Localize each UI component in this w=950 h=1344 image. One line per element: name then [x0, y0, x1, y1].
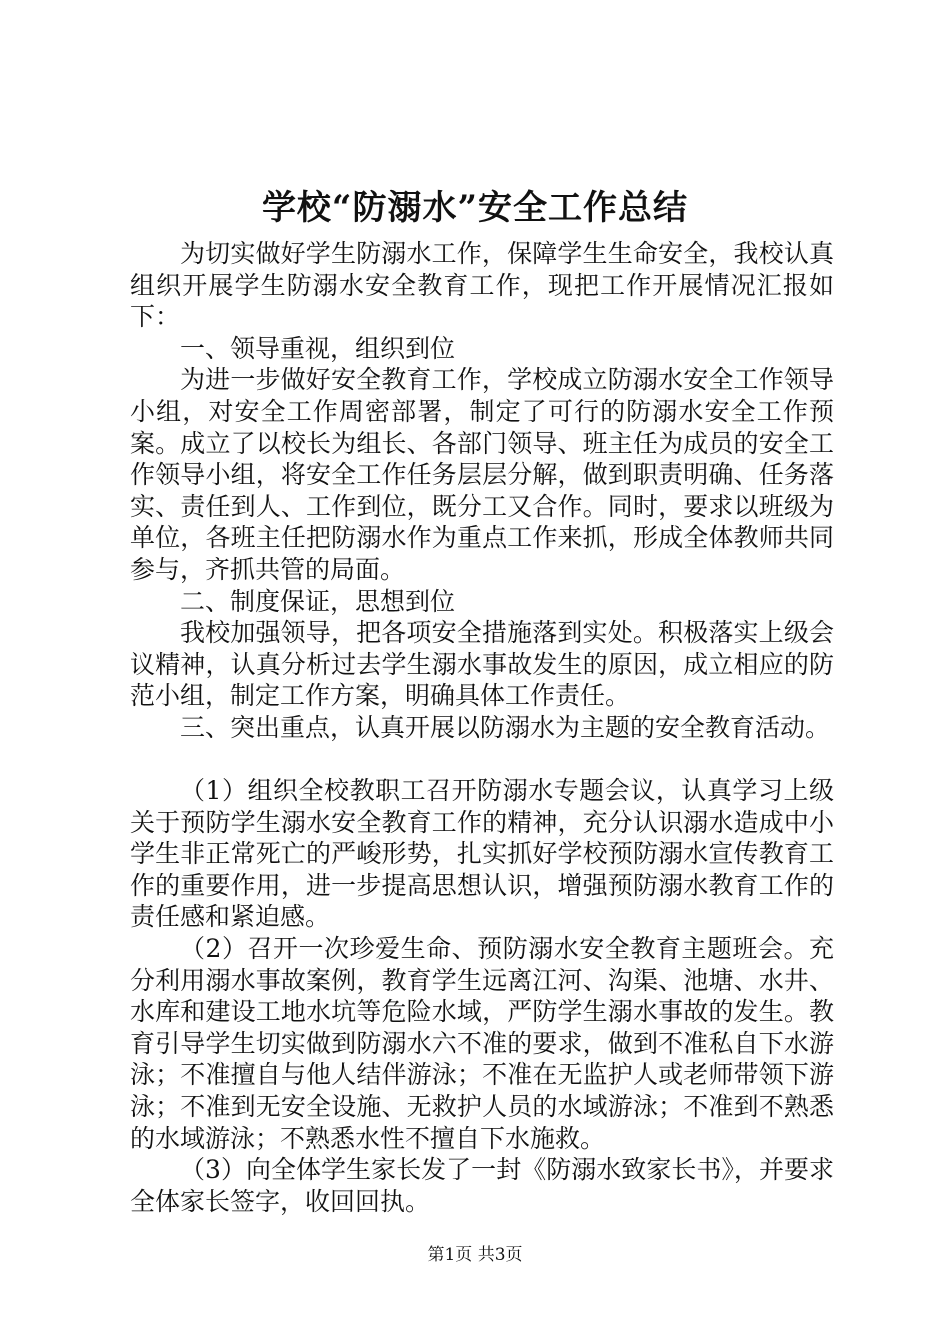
item-2-paragraph: （2）召开一次珍爱生命、预防溺水安全教育主题班会。充分利用溺水事故案例，教育学生远离江河、沟渠、池塘、水井、水库和建设工地水坑等危险水域，严防学生溺水事故的发生。教育引导学生切实做到防溺水六不准的要求，做到不准私自下水游泳；不准擅自与他人结伴游泳；不准在无监护人或老师带领下游泳；不准到无安全设施、无救护人员的水域游泳；不准到不熟悉的水域游泳；不熟悉水性不擅自下水施救。 — [130, 934, 834, 1153]
section-1-paragraph: 为进一步做好安全教育工作，学校成立防溺水安全工作领导小组，对安全工作周密部署，制定了可行的防溺水安全工作预案。成立了以校长为组长、各部门领导、班主任为成员的安全工作领导小组，将安全工作任务层层分解，做到职责明确、任务落实、责任到人、工作到位，既分工又合作。同时，要求以班级为单位，各班主任把防溺水作为重点工作来抓，形成全体教师共同参与，齐抓共管的局面。 — [130, 365, 834, 584]
item-1-paragraph: （1）组织全校教职工召开防溺水专题会议，认真学习上级关于预防学生溺水安全教育工作的精神，充分认识溺水造成中小学生非正常死亡的严峻形势，扎实抓好学校预防溺水宣传教育工作的重要作用，进一步提高思想认识，增强预防溺水教育工作的责任感和紧迫感。 — [130, 776, 834, 932]
section-heading-2: 二、制度保证，思想到位 — [180, 586, 456, 616]
section-heading-1: 一、领导重视，组织到位 — [180, 333, 456, 363]
section-heading-3: 三、突出重点，认真开展以防溺水为主题的安全教育活动。 — [180, 712, 831, 742]
document-body — [130, 238, 834, 1217]
blank-line — [130, 744, 834, 776]
document-title: 学校“防溺水”安全工作总结 — [261, 188, 689, 228]
item-3-paragraph: （3）向全体学生家长发了一封《防溺水致家长书》，并要求全体家长签字，收回回执。 — [130, 1155, 834, 1216]
page-footer: 第1页 共3页 — [427, 1245, 523, 1265]
section-2-paragraph: 我校加强领导，把各项安全措施落到实处。积极落实上级会议精神，认真分析过去学生溺水事故发生的原因，成立相应的防范小组，制定工作方案，明确具体工作责任。 — [130, 618, 834, 711]
intro-paragraph: 为切实做好学生防溺水工作，保障学生生命安全，我校认真组织开展学生防溺水安全教育工作，现把工作开展情况汇报如下： — [130, 239, 834, 332]
